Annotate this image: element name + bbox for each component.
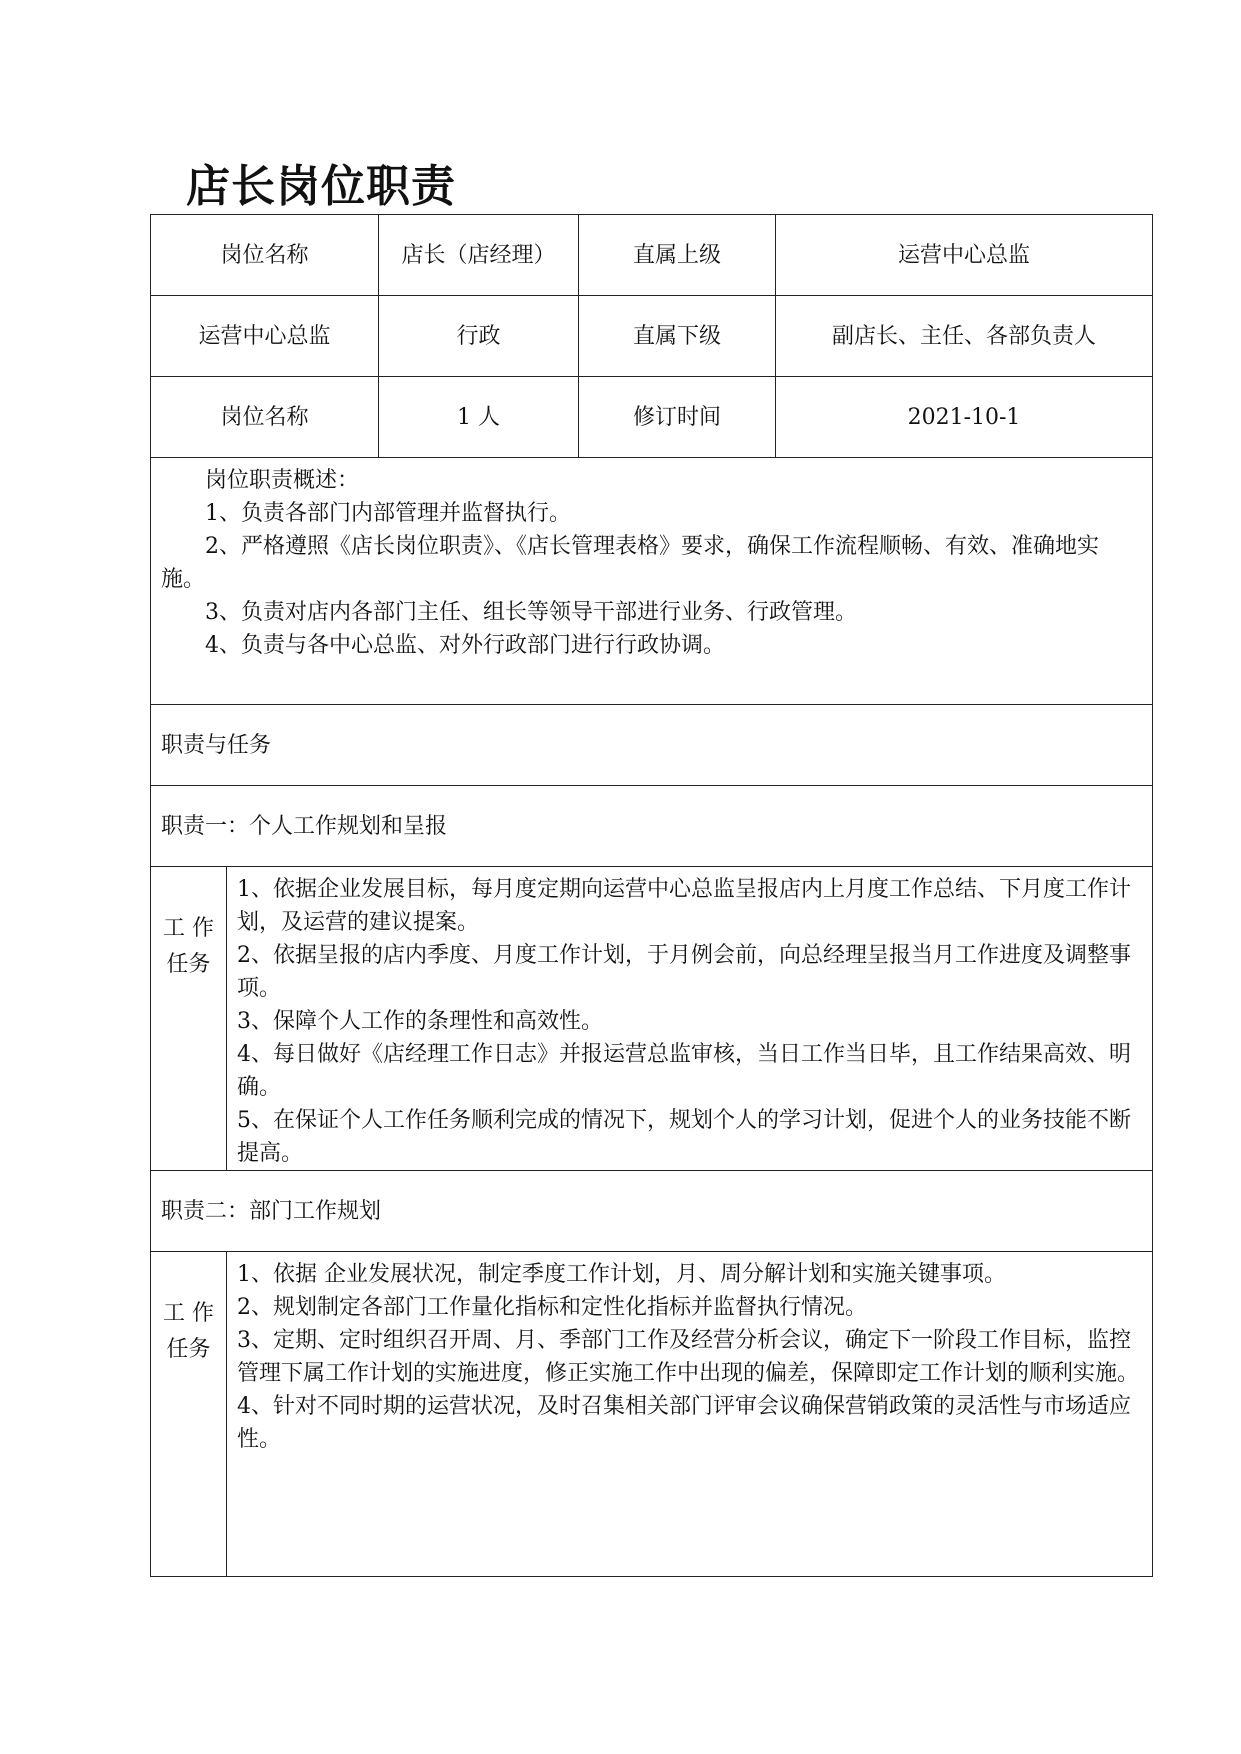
tasks-label-line: 任务: [166, 1337, 211, 1362]
duty1-heading-row: [151, 786, 1153, 867]
summary-item: 4、负责与各中心总监、对外行政部门进行行政协调。: [205, 633, 725, 658]
summary-item: 1、负责各部门内部管理并监督执行。: [205, 501, 571, 526]
department-label: 运营中心总监: [151, 296, 379, 377]
task-item: 4、每日做好《店经理工作日志》并报运营总监审核，当日工作当日毕，且工作结果高效、明确。: [237, 1042, 1132, 1100]
info-row-2: [151, 296, 1153, 377]
task-item: 1、依据企业发展目标，每月度定期向运营中心总监呈报店内上月度工作总结、下月度工作计划，及运营的建议提案。: [237, 877, 1132, 935]
duty1-tasks-list: [227, 867, 1153, 1171]
headcount-label: 岗位名称: [151, 377, 379, 458]
duties-heading-row: [151, 705, 1153, 786]
department-value: 行政: [379, 296, 579, 377]
revision-date-label: 修订时间: [579, 377, 776, 458]
tasks-label-line: 工 作: [163, 916, 214, 941]
duty2-tasks-row: [151, 1252, 1153, 1577]
direct-subordinate-value: 副店长、主任、各部负责人: [776, 296, 1153, 377]
info-row-1: [151, 215, 1153, 296]
duty1-heading: 职责一：个人工作规划和呈报: [151, 786, 1153, 867]
duty2-heading: 职责二：部门工作规划: [151, 1171, 1153, 1252]
task-item: 1、依据 企业发展状况，制定季度工作计划，月、周分解计划和实施关键事项。: [237, 1262, 1006, 1287]
summary-item: 3、负责对店内各部门主任、组长等领导干部进行业务、行政管理。: [205, 600, 857, 625]
summary-item: 2、严格遵照《店长岗位职责》、《店长管理表格》要求，确保工作流程顺畅、有效、准确地实施。: [161, 534, 1100, 592]
revision-date-value: 2021-10-1: [776, 377, 1153, 458]
job-description-table: [150, 214, 1153, 1577]
task-item: 3、定期、定时组织召开周、月、季部门工作及经营分析会议，确定下一阶段工作目标，监控管理下属工作计划的实施进度，修正实施工作中出现的偏差，保障即定工作计划的顺利实施。: [237, 1328, 1140, 1386]
task-item: 4、针对不同时期的运营状况，及时召集相关部门评审会议确保营销政策的灵活性与市场适应性。: [237, 1394, 1132, 1452]
duties-heading: 职责与任务: [151, 705, 1153, 786]
direct-subordinate-label: 直属下级: [579, 296, 776, 377]
position-name-label: 岗位名称: [151, 215, 379, 296]
duty2-heading-row: [151, 1171, 1153, 1252]
info-row-3: [151, 377, 1153, 458]
task-item: 5、在保证个人工作任务顺利完成的情况下，规划个人的学习计划，促进个人的业务技能不断提高。: [237, 1108, 1132, 1166]
summary-heading: 岗位职责概述：: [205, 468, 360, 493]
task-item: 3、保障个人工作的条理性和高效性。: [237, 1009, 603, 1034]
duty2-tasks-label: [151, 1252, 227, 1577]
duty1-tasks-label: [151, 867, 227, 1171]
summary-row: [151, 458, 1153, 705]
task-item: 2、依据呈报的店内季度、月度工作计划，于月例会前，向总经理呈报当月工作进度及调整事项。: [237, 943, 1132, 1001]
duty1-tasks-row: [151, 867, 1153, 1171]
task-item: 2、规划制定各部门工作量化指标和定性化指标并监督执行情况。: [237, 1295, 867, 1320]
summary-cell: [151, 458, 1153, 705]
page-title: 店长岗位职责: [186, 161, 456, 212]
position-name-value: 店长（店经理）: [379, 215, 579, 296]
tasks-label-line: 工 作: [163, 1301, 214, 1326]
direct-superior-value: 运营中心总监: [776, 215, 1153, 296]
duty2-tasks-list: [227, 1252, 1153, 1577]
tasks-label-line: 任务: [166, 952, 211, 977]
headcount-value: 1 人: [379, 377, 579, 458]
direct-superior-label: 直属上级: [579, 215, 776, 296]
